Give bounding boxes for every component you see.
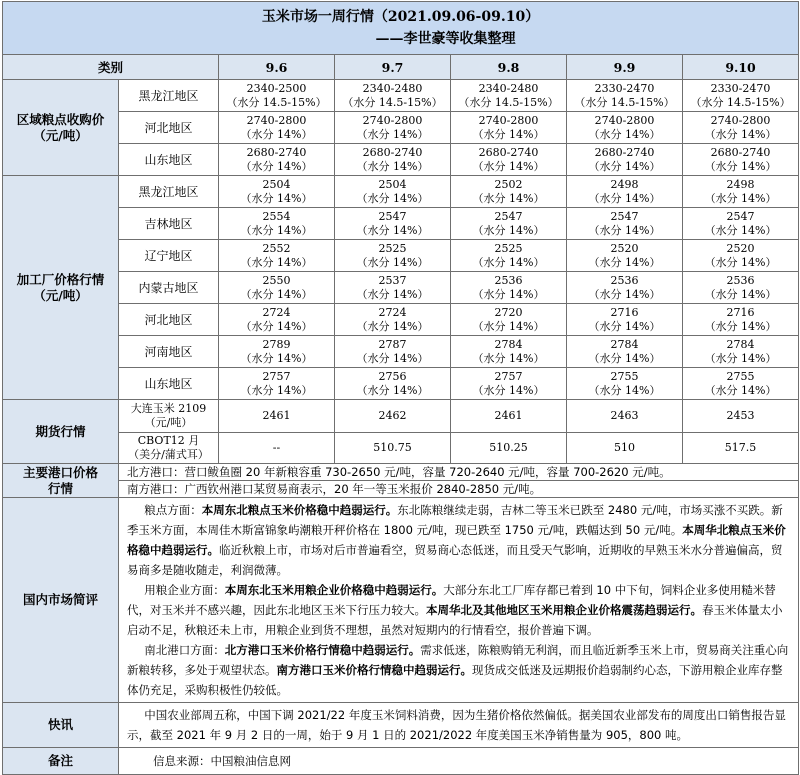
price-cell (683, 336, 799, 368)
price-cell (451, 336, 567, 368)
price-value: 2504 (378, 177, 407, 191)
moisture-note: （水分 14%） (704, 287, 777, 301)
moisture-note: （水分 14%） (240, 351, 313, 365)
price-cell (335, 304, 451, 336)
regional-row (3, 80, 799, 112)
moisture-note: （水分 14%） (704, 383, 777, 397)
commentary-text: 东北陈粮继续走弱，吉林二等玉米已跌至 2480 元/吨，市场买涨不买跌。新季玉米方面，本周佳木斯富锦象屿潮粮开秤价格在 1800 元/吨，现已跌至 1750 元/吨，跌幅达到 50 元/吨。 (127, 503, 783, 537)
price-value: 2330-2470 (594, 81, 655, 95)
futures-value: -- (219, 433, 335, 464)
region-name: 辽宁地区 (119, 240, 219, 272)
moisture-note: （水分 14%） (704, 191, 777, 205)
futures-name (119, 433, 219, 464)
moisture-note: （水分 14%） (588, 287, 661, 301)
price-cell (219, 336, 335, 368)
title-block (3, 2, 799, 55)
moisture-note: （水分 14%） (240, 319, 313, 333)
commentary-paragraph (127, 640, 792, 700)
commentary-text: 春玉米体量太小启动不足，秋粮还未上市，用粮企业到货不理想，虽然对短期内的行情看空，报价普遍下调。 (127, 603, 783, 637)
moisture-note: （水分 14%） (704, 351, 777, 365)
price-cell (683, 208, 799, 240)
commentary-heading: 用粮企业方面： (144, 583, 225, 597)
futures-value: 517.5 (683, 433, 799, 464)
price-cell (567, 304, 683, 336)
price-value: 2536 (610, 273, 639, 287)
moisture-note: （水分 14.5-15%） (690, 95, 791, 109)
price-value: 2536 (494, 273, 523, 287)
price-value: 2680-2740 (594, 145, 655, 159)
processing-row (3, 208, 799, 240)
region-name: 河北地区 (119, 304, 219, 336)
moisture-note: （水分 14%） (356, 159, 429, 173)
price-value: 2520 (610, 241, 639, 255)
moisture-note: （水分 14%） (588, 159, 661, 173)
price-cell (219, 144, 335, 176)
price-cell (567, 176, 683, 208)
commentary-text: 临近秋粮上市，市场对后市普遍看空，贸易商心态低迷，而且受天气影响，近期收的早熟玉米水分普遍偏高，贸易商多是随收随走，利润微薄。 (127, 543, 783, 577)
price-value: 2498 (726, 177, 755, 191)
moisture-note: （水分 14%） (472, 223, 545, 237)
commentary-heading: 粮点方面： (144, 503, 202, 517)
price-cell (219, 80, 335, 112)
price-value: 2330-2470 (710, 81, 771, 95)
price-value: 2680-2740 (246, 145, 307, 159)
processing-row (3, 272, 799, 304)
price-value: 2525 (494, 241, 523, 255)
price-cell (335, 176, 451, 208)
processing-label-line2: （元/吨） (33, 287, 88, 303)
region-name: 河北地区 (119, 112, 219, 144)
moisture-note: （水分 14%） (240, 255, 313, 269)
price-value: 2789 (262, 337, 291, 351)
price-value: 2537 (378, 273, 407, 287)
moisture-note: （水分 14%） (472, 383, 545, 397)
price-value: 2547 (378, 209, 407, 223)
commentary-text: 现货成交低迷及远期报价趋弱制约心态，下游用粮企业库存整体仍充足，采购积极性仍较低。 (127, 663, 783, 697)
ports-row (3, 481, 799, 498)
moisture-note: （水分 14%） (356, 287, 429, 301)
price-value: 2340-2480 (362, 81, 423, 95)
processing-row (3, 336, 799, 368)
price-value: 2536 (726, 273, 755, 287)
processing-row (3, 304, 799, 336)
price-cell (567, 208, 683, 240)
price-value: 2525 (378, 241, 407, 255)
price-value: 2340-2480 (478, 81, 539, 95)
commentary-paragraph (127, 580, 792, 640)
price-value: 2740-2800 (362, 113, 423, 127)
futures-value: 2463 (567, 400, 683, 433)
price-value: 2502 (494, 177, 523, 191)
regional-row (3, 112, 799, 144)
processing-row (3, 368, 799, 400)
remark-row (3, 748, 799, 775)
price-value: 2757 (494, 369, 523, 383)
moisture-note: （水分 14%） (356, 191, 429, 205)
futures-value: 2461 (219, 400, 335, 433)
commentary-paragraph (127, 500, 792, 580)
price-cell (683, 144, 799, 176)
region-name: 山东地区 (119, 144, 219, 176)
price-value: 2757 (262, 369, 291, 383)
commentary-highlight: 北方港口玉米价格行情稳中趋弱运行。 (224, 643, 421, 657)
region-name: 山东地区 (119, 368, 219, 400)
commentary-highlight: 本周华北及其他地区玉米用粮企业价格震荡趋弱运行。 (426, 603, 702, 617)
price-value: 2740-2800 (478, 113, 539, 127)
price-value: 2716 (610, 305, 639, 319)
header-date: 9.9 (567, 55, 683, 80)
regional-row (3, 144, 799, 176)
price-cell (451, 208, 567, 240)
price-value: 2547 (610, 209, 639, 223)
price-cell (219, 272, 335, 304)
price-cell (567, 112, 683, 144)
news-text: 中国农业部周五称，中国下调 2021/22 年度玉米饲料消费，因为生猪价格依然偏低。据美国农业部发布的周度出口销售报告显示，截至 2021 年 9 月 2 日的一周，始于 9 月 1 日的 2021/2022 年度美国玉米净销售量为 905，800 吨。 (127, 708, 786, 742)
price-cell (335, 336, 451, 368)
header-date: 9.10 (683, 55, 799, 80)
region-name: 河南地区 (119, 336, 219, 368)
moisture-note: （水分 14%） (588, 191, 661, 205)
price-value: 2680-2740 (362, 145, 423, 159)
moisture-note: （水分 14%） (588, 255, 661, 269)
price-cell (335, 208, 451, 240)
price-cell (451, 240, 567, 272)
price-value: 2554 (262, 209, 291, 223)
price-cell (683, 304, 799, 336)
report-subtitle: ——李世豪等收集整理 (375, 31, 516, 47)
price-cell (451, 144, 567, 176)
moisture-note: （水分 14%） (356, 223, 429, 237)
region-name: 黑龙江地区 (119, 80, 219, 112)
price-cell (335, 368, 451, 400)
moisture-note: （水分 14%） (704, 255, 777, 269)
price-cell (219, 368, 335, 400)
moisture-note: （水分 14%） (240, 191, 313, 205)
remark-text: 信息来源：中国粮油信息网 (119, 748, 799, 775)
commentary-body (119, 498, 799, 703)
market-report (2, 1, 798, 768)
moisture-note: （水分 14%） (704, 319, 777, 333)
processing-row (3, 240, 799, 272)
moisture-note: （水分 14.5-15%） (226, 95, 327, 109)
futures-name-line2: （美分/蒲式耳） (128, 448, 209, 461)
title-row (3, 2, 799, 55)
ports-label (3, 464, 119, 498)
price-cell (219, 176, 335, 208)
price-value: 2787 (378, 337, 407, 351)
moisture-note: （水分 14%） (588, 223, 661, 237)
news-body (119, 703, 799, 748)
price-value: 2547 (726, 209, 755, 223)
processing-label (3, 176, 119, 400)
price-value: 2680-2740 (478, 145, 539, 159)
moisture-note: （水分 14%） (472, 127, 545, 141)
regional-label (3, 80, 119, 176)
moisture-note: （水分 14%） (704, 223, 777, 237)
price-value: 2340-2500 (246, 81, 307, 95)
price-cell (219, 240, 335, 272)
commentary-text: 大部分东北工厂库存都已着到 10 中下旬，饲料企业多使用糙米替代，对玉米并不感兴趣，因此东北地区玉米下行压力较大。 (127, 583, 776, 617)
moisture-note: （水分 14%） (704, 159, 777, 173)
price-cell (567, 80, 683, 112)
price-value: 2716 (726, 305, 755, 319)
price-cell (219, 112, 335, 144)
price-cell (335, 112, 451, 144)
futures-name-line2: （元/吨） (144, 416, 193, 429)
price-value: 2740-2800 (594, 113, 655, 127)
price-cell (567, 272, 683, 304)
region-name: 内蒙古地区 (119, 272, 219, 304)
price-value: 2547 (494, 209, 523, 223)
moisture-note: （水分 14.5-15%） (342, 95, 443, 109)
futures-name (119, 400, 219, 433)
price-value: 2755 (610, 369, 639, 383)
price-cell (683, 272, 799, 304)
moisture-note: （水分 14%） (240, 159, 313, 173)
moisture-note: （水分 14%） (356, 383, 429, 397)
futures-value: 2453 (683, 400, 799, 433)
price-cell (219, 304, 335, 336)
futures-row (3, 400, 799, 433)
price-cell (683, 176, 799, 208)
moisture-note: （水分 14%） (588, 127, 661, 141)
price-value: 2784 (494, 337, 523, 351)
price-cell (683, 112, 799, 144)
futures-value: 2462 (335, 400, 451, 433)
report-title: 玉米市场一周行情（2021.09.06-09.10） (261, 9, 540, 25)
region-name: 黑龙江地区 (119, 176, 219, 208)
futures-value: 510.75 (335, 433, 451, 464)
price-value: 2520 (726, 241, 755, 255)
header-date: 9.8 (451, 55, 567, 80)
moisture-note: （水分 14%） (356, 255, 429, 269)
ports-row (3, 464, 799, 481)
moisture-note: （水分 14%） (472, 287, 545, 301)
price-value: 2724 (262, 305, 291, 319)
price-value: 2740-2800 (710, 113, 771, 127)
commentary-highlight: 本周华北粮点玉米价格稳中趋弱运行。 (127, 523, 786, 557)
price-value: 2720 (494, 305, 523, 319)
price-cell (451, 176, 567, 208)
price-cell (335, 144, 451, 176)
news-row (3, 703, 799, 748)
price-value: 2550 (262, 273, 291, 287)
futures-value: 510 (567, 433, 683, 464)
moisture-note: （水分 14%） (240, 127, 313, 141)
futures-name-line1: 大连玉米 2109 (130, 402, 207, 415)
futures-label: 期货行情 (3, 400, 119, 464)
moisture-note: （水分 14%） (472, 159, 545, 173)
commentary-text: 需求低迷，陈粮购销无利润，而且临近新季玉米上市，贸易商关注重心向新粮转移，多处于观望状态。 (127, 643, 789, 677)
moisture-note: （水分 14%） (472, 351, 545, 365)
moisture-note: （水分 14%） (472, 319, 545, 333)
moisture-note: （水分 14%） (356, 351, 429, 365)
moisture-note: （水分 14%） (240, 287, 313, 301)
moisture-note: （水分 14%） (472, 191, 545, 205)
futures-value: 2461 (451, 400, 567, 433)
moisture-note: （水分 14.5-15%） (458, 95, 559, 109)
header-row (3, 55, 799, 80)
futures-row (3, 433, 799, 464)
price-value: 2740-2800 (246, 113, 307, 127)
moisture-note: （水分 14%） (588, 351, 661, 365)
ports-label-line1: 主要港口价格 (22, 464, 98, 480)
region-name: 吉林地区 (119, 208, 219, 240)
price-cell (451, 112, 567, 144)
north-port-text: 北方港口：营口鲅鱼圈 20 年新粮容重 730-2650 元/吨，容量 720-2640 元/吨，容量 700-2620 元/吨。 (119, 464, 799, 481)
price-cell (451, 304, 567, 336)
futures-name-line1: CBOT12 月 (137, 434, 200, 447)
commentary-label: 国内市场简评 (3, 498, 119, 703)
ports-label-line2: 行情 (47, 480, 73, 496)
price-cell (683, 240, 799, 272)
price-cell (451, 272, 567, 304)
commentary-row (3, 498, 799, 703)
price-value: 2755 (726, 369, 755, 383)
header-date: 9.6 (219, 55, 335, 80)
remark-label: 备注 (3, 748, 119, 775)
moisture-note: （水分 14.5-15%） (574, 95, 675, 109)
regional-label-line1: 区域粮点收购价 (16, 111, 105, 127)
price-cell (567, 144, 683, 176)
price-cell (683, 80, 799, 112)
price-cell (335, 80, 451, 112)
price-value: 2784 (610, 337, 639, 351)
price-value: 2552 (262, 241, 291, 255)
price-cell (567, 336, 683, 368)
price-value: 2498 (610, 177, 639, 191)
report-table (2, 1, 799, 775)
moisture-note: （水分 14%） (704, 127, 777, 141)
price-cell (219, 208, 335, 240)
futures-value: 510.25 (451, 433, 567, 464)
header-date: 9.7 (335, 55, 451, 80)
price-value: 2504 (262, 177, 291, 191)
price-value: 2784 (726, 337, 755, 351)
commentary-highlight: 本周东北玉米用粮企业价格稳中趋弱运行。 (224, 583, 444, 597)
moisture-note: （水分 14%） (472, 255, 545, 269)
price-cell (335, 272, 451, 304)
moisture-note: （水分 14%） (588, 319, 661, 333)
moisture-note: （水分 14%） (240, 223, 313, 237)
moisture-note: （水分 14%） (356, 127, 429, 141)
commentary-highlight: 本周东北粮点玉米价格稳中趋弱运行。 (201, 503, 398, 517)
price-cell (567, 368, 683, 400)
commentary-highlight: 南方港口玉米价格行情稳中趋弱运行。 (276, 663, 472, 677)
moisture-note: （水分 14%） (356, 319, 429, 333)
price-value: 2680-2740 (710, 145, 771, 159)
moisture-note: （水分 14%） (588, 383, 661, 397)
price-cell (335, 240, 451, 272)
processing-row (3, 176, 799, 208)
price-value: 2756 (378, 369, 407, 383)
south-port-text: 南方港口：广西钦州港口某贸易商表示，20 年一等玉米报价 2840-2850 元/吨。 (119, 481, 799, 498)
price-value: 2724 (378, 305, 407, 319)
price-cell (567, 240, 683, 272)
moisture-note: （水分 14%） (240, 383, 313, 397)
regional-label-line2: （元/吨） (33, 127, 88, 143)
price-cell (683, 368, 799, 400)
news-label: 快讯 (3, 703, 119, 748)
price-cell (451, 80, 567, 112)
processing-label-line1: 加工厂价格行情 (16, 271, 105, 287)
price-cell (451, 368, 567, 400)
header-category: 类别 (3, 55, 219, 80)
commentary-heading: 南北港口方面： (144, 643, 225, 657)
